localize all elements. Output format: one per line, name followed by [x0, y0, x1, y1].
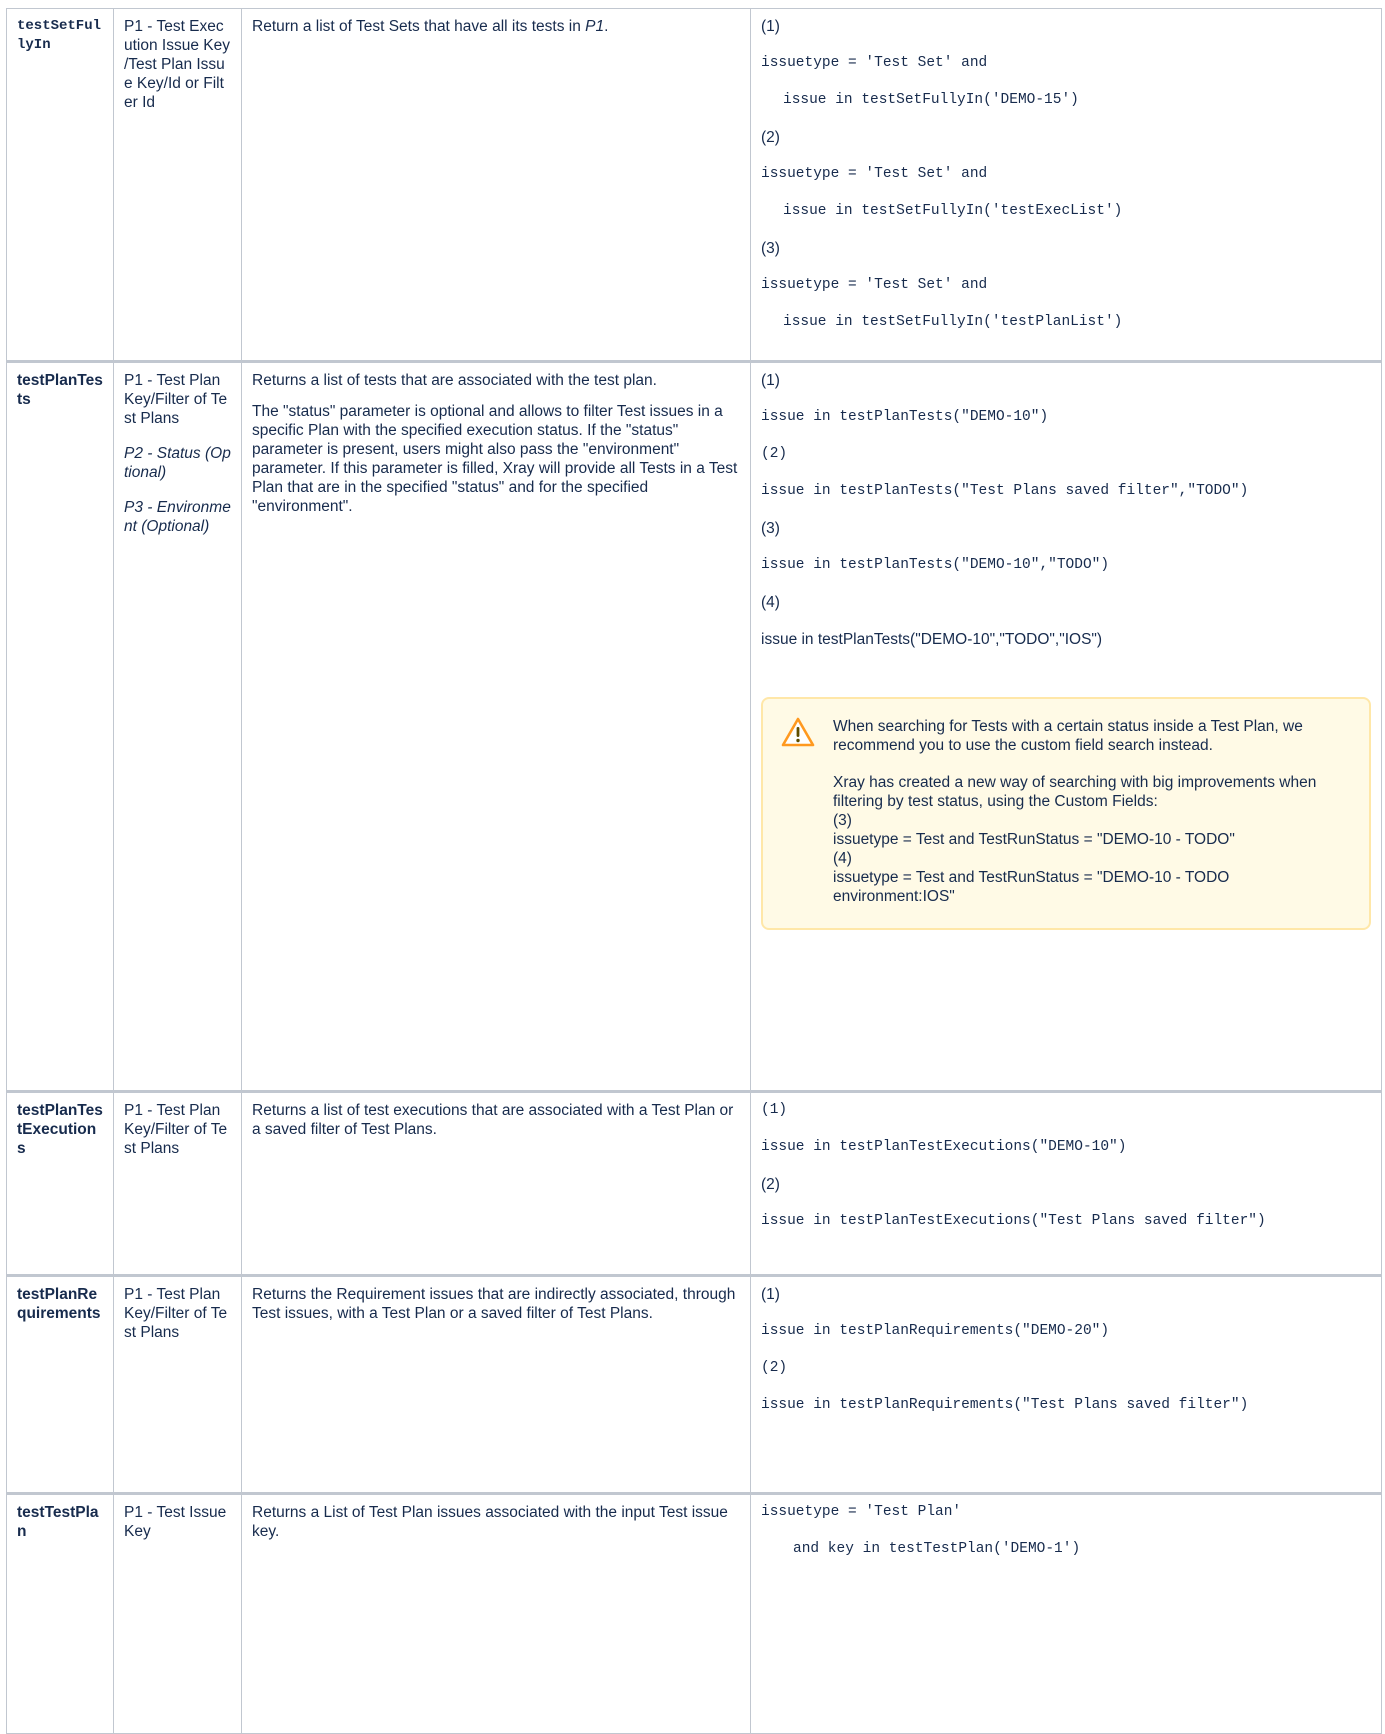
description-text: The "status" parameter is optional and allows to filter Test issues in a specific Plan with the specified execution status. If the "status" parameter is present, users might also pass the "environment" parameter. If this parameter is filled, Xray will provide all Tests in a Test Plan that are in the specified "status" and for the specified "environment". [252, 403, 738, 515]
function-name: testPlanTestExecutions [7, 1092, 114, 1276]
function-description [242, 1092, 751, 1276]
param-text: P1 - Test Plan Key/Filter of Test Plans [124, 372, 228, 427]
function-examples [751, 9, 1382, 362]
function-name: testTestPlan [7, 1494, 114, 1734]
function-examples [751, 362, 1382, 1092]
function-description [242, 1494, 751, 1734]
function-description [242, 362, 751, 1092]
table-row [7, 9, 1382, 362]
function-description [242, 1276, 751, 1494]
function-params [114, 1276, 242, 1494]
example-code: issuetype = 'Test Set' and [761, 166, 988, 182]
example-label: (3) [761, 520, 780, 537]
table-row [7, 1494, 1382, 1734]
example-code: (2) [761, 1360, 788, 1376]
function-examples [751, 1494, 1382, 1734]
warning-icon [781, 717, 815, 747]
example-code: issue in testPlanTests("DEMO-10") [761, 409, 1049, 425]
warning-text: issuetype = Test and TestRunStatus = "DEMO-10 - TODO" [833, 831, 1235, 848]
example-code: issue in testPlanTestExecutions("DEMO-10") [761, 1139, 1127, 1155]
function-examples [751, 1092, 1382, 1276]
description-text: Returns a List of Test Plan issues associated with the input Test issue key. [252, 1504, 728, 1540]
warning-text: (3) [833, 812, 852, 829]
warning-text: (4) [833, 850, 852, 867]
param-text: P1 - Test Plan Key/Filter of Test Plans [124, 1286, 228, 1341]
example-label: (4) [761, 594, 780, 611]
function-params [114, 9, 242, 362]
function-params [114, 1092, 242, 1276]
function-name: testSetFullyIn [7, 9, 114, 362]
example-code: issue in testPlanTestExecutions("Test Plans saved filter") [761, 1213, 1266, 1229]
table-row [7, 1276, 1382, 1494]
warning-text: issuetype = Test and TestRunStatus = "DEMO-10 - TODO environment:IOS" [833, 869, 1230, 905]
example-code: issue in testPlanRequirements("DEMO-20") [761, 1323, 1110, 1339]
param-text: P1 - Test Issue Key [124, 1504, 227, 1540]
example-code: (1) [761, 1102, 788, 1118]
example-label: (1) [761, 18, 780, 35]
table-row [7, 1092, 1382, 1276]
warning-panel [761, 697, 1371, 930]
description-text: Return a list of Test Sets that have all its tests in P1. [252, 18, 609, 35]
param-text: P2 - Status (Optional) [124, 445, 231, 481]
jql-functions-table [6, 8, 1382, 1734]
table-row [7, 362, 1382, 1092]
example-code: issue in testPlanTests("DEMO-10","TODO") [761, 557, 1110, 573]
example-code: issue in testPlanRequirements("Test Plans saved filter") [761, 1397, 1249, 1413]
example-code: issue in testSetFullyIn('testExecList') [783, 203, 1123, 219]
description-text: Returns a list of tests that are associated with the test plan. [252, 372, 657, 389]
example-text: issue in testPlanTests("DEMO-10","TODO","IOS") [761, 631, 1103, 648]
function-examples [751, 1276, 1382, 1494]
param-text: P1 - Test Plan Key/Filter of Test Plans [124, 1102, 228, 1157]
example-code: issuetype = 'Test Set' and [761, 277, 988, 293]
function-params [114, 362, 242, 1092]
function-description [242, 9, 751, 362]
warning-text: When searching for Tests with a certain status inside a Test Plan, we recommend you to use the custom field search instead. [833, 718, 1303, 754]
example-code: issue in testSetFullyIn('testPlanList') [783, 314, 1123, 330]
function-name: testPlanRequirements [7, 1276, 114, 1494]
example-code: issue in testSetFullyIn('DEMO-15') [783, 92, 1079, 108]
example-code: issue in testPlanTests("Test Plans saved filter","TODO") [761, 483, 1249, 499]
function-params [114, 1494, 242, 1734]
param-text: P3 - Environment (Optional) [124, 499, 231, 535]
warning-text: Xray has created a new way of searching with big improvements when filtering by test status, using the Custom Fields: [833, 774, 1317, 810]
example-label: (3) [761, 240, 780, 257]
warning-details [833, 773, 1349, 906]
example-label: (1) [761, 1286, 780, 1303]
example-code: and key in testTestPlan('DEMO-1') [793, 1541, 1081, 1557]
param-text: P1 - Test Execution Issue Key /Test Plan Issue Key/Id or Filter Id [124, 18, 230, 111]
example-label: (2) [761, 129, 780, 146]
function-name: testPlanTests [7, 362, 114, 1092]
example-code: issuetype = 'Test Set' and [761, 55, 988, 71]
description-text: Returns a list of test executions that are associated with a Test Plan or a saved filter of Test Plans. [252, 1102, 734, 1138]
example-code: (2) [761, 446, 788, 462]
example-label: (1) [761, 372, 780, 389]
example-label: (2) [761, 1176, 780, 1193]
description-text: Returns the Requirement issues that are indirectly associated, through Test issues, with a Test Plan or a saved filter of Test Plans. [252, 1286, 736, 1322]
example-code: issuetype = 'Test Plan' [761, 1504, 962, 1520]
